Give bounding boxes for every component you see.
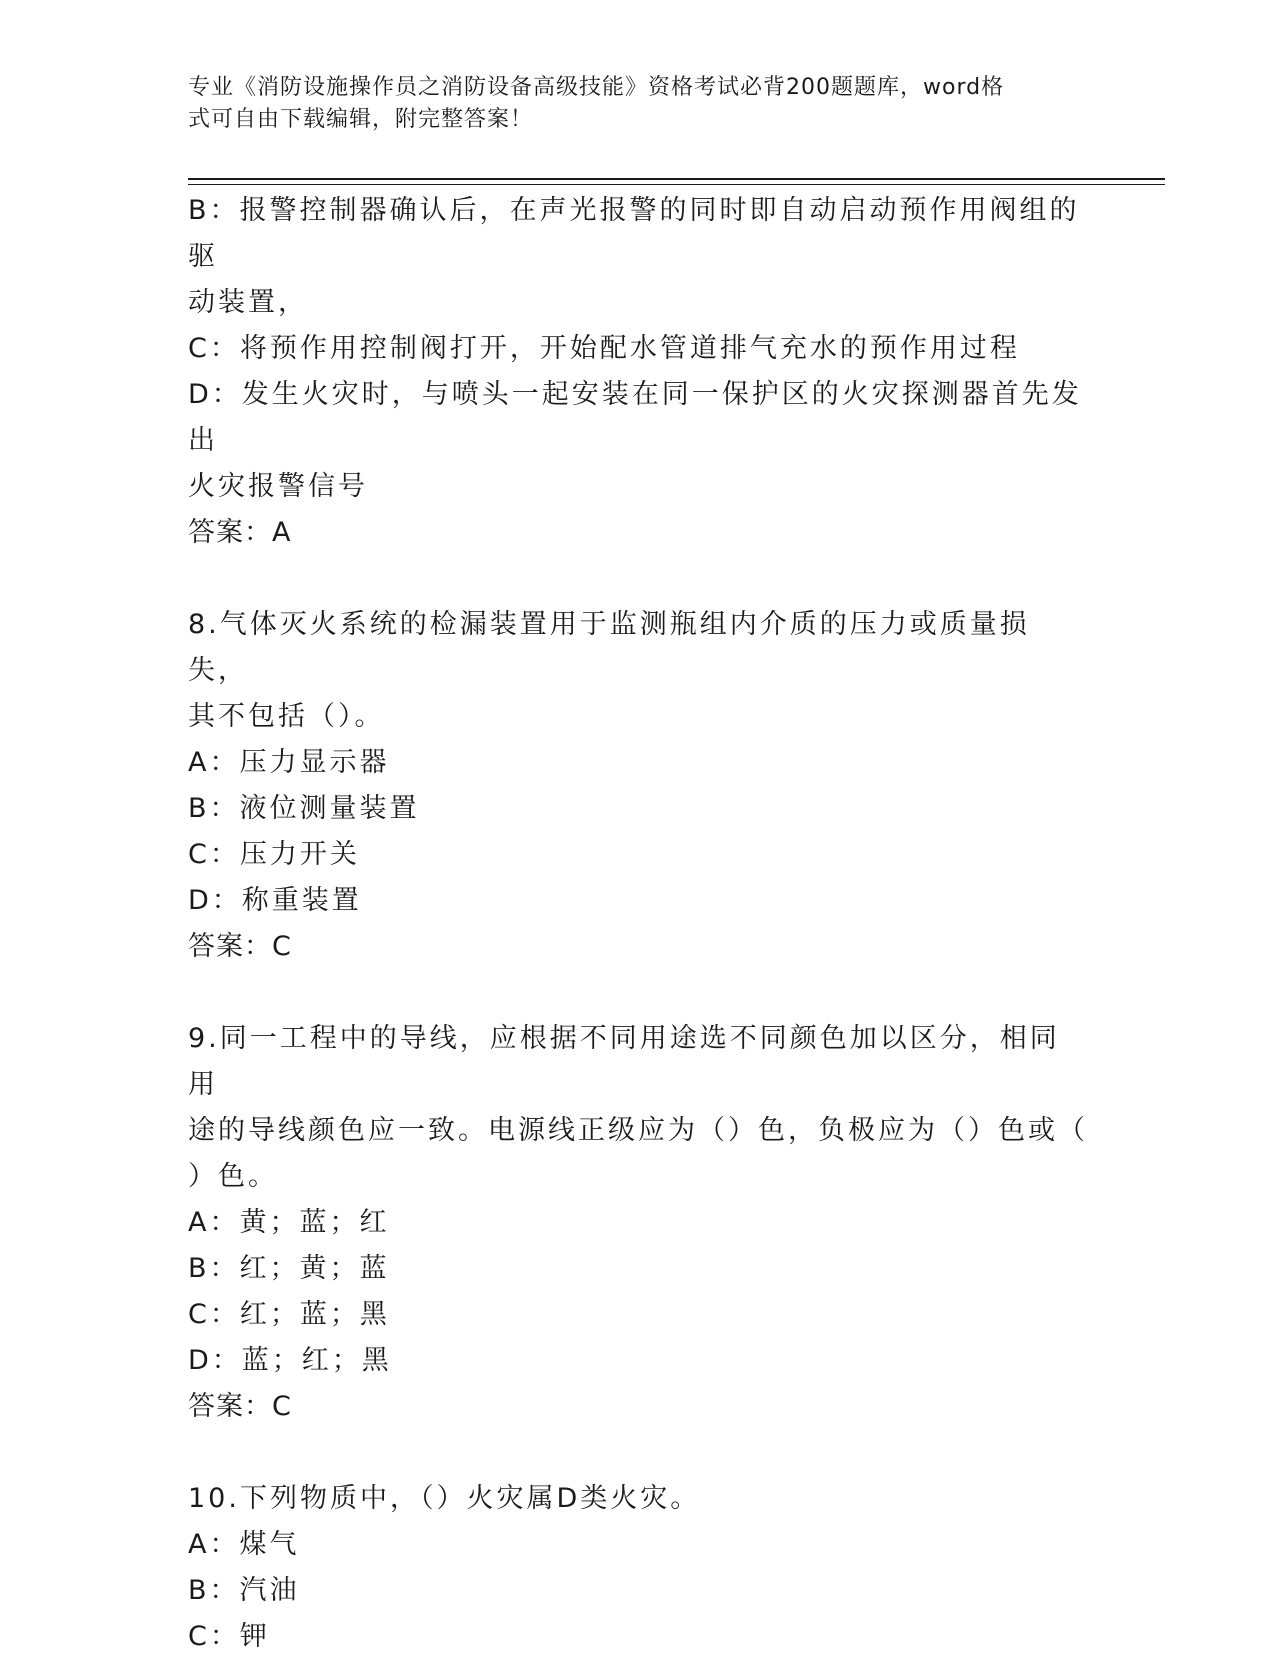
- answer: 答案：A: [188, 517, 292, 548]
- question-10: [188, 1476, 1088, 1660]
- header-line-2: 式可自由下载编辑，附完整答案！: [188, 107, 534, 132]
- question-stem-line-2: 途的导线颜色应一致。电源线正级应为（）色，负极应为（）色或（: [188, 1115, 1088, 1146]
- question-7-partial: [188, 188, 1088, 556]
- question-stem-line-3: ）色。: [188, 1161, 278, 1192]
- option-d-line-1: D：发生火灾时，与喷头一起安装在同一保护区的火灾探测器首先发出: [188, 379, 1082, 456]
- option-c: C：将预作用控制阀打开，开始配水管道排气充水的预作用过程: [188, 333, 1020, 364]
- document-header: [188, 72, 1068, 136]
- spacer: [188, 556, 1088, 602]
- question-stem-line-1: 9.同一工程中的导线，应根据不同用途选不同颜色加以区分，相同用: [188, 1023, 1060, 1100]
- question-8: [188, 602, 1088, 970]
- question-9: [188, 1016, 1088, 1430]
- option-c: C：红；蓝；黑: [188, 1299, 390, 1330]
- option-a: A：煤气: [188, 1529, 300, 1560]
- option-b-line-1: B：报警控制器确认后，在声光报警的同时即自动启动预作用阀组的驱: [188, 195, 1080, 272]
- question-stem-line-1: 8.气体灭火系统的检漏装置用于监测瓶组内介质的压力或质量损失，: [188, 609, 1030, 686]
- header-divider-thick: [188, 178, 1165, 180]
- question-stem-line-2: 其不包括（）。: [188, 701, 385, 732]
- spacer: [188, 970, 1088, 1016]
- answer: 答案：C: [188, 1391, 292, 1422]
- spacer: [188, 1430, 1088, 1476]
- option-d-line-2: 火灾报警信号: [188, 471, 368, 502]
- option-a: A：黄；蓝；红: [188, 1207, 390, 1238]
- option-d: D：蓝；红；黑: [188, 1345, 392, 1376]
- option-b: B：汽油: [188, 1575, 300, 1606]
- header-line-1: 专业《消防设施操作员之消防设备高级技能》资格考试必背200题题库，word格: [188, 75, 1005, 100]
- option-c: C：钾: [188, 1621, 270, 1652]
- option-c: C：压力开关: [188, 839, 360, 870]
- answer: 答案：C: [188, 931, 292, 962]
- question-stem-line-1: 10.下列物质中，（）火灾属D类火灾。: [188, 1483, 701, 1514]
- option-b: B：液位测量装置: [188, 793, 420, 824]
- option-b-line-2: 动装置，: [188, 287, 308, 318]
- option-d: D：称重装置: [188, 885, 362, 916]
- header-divider-thin: [188, 184, 1165, 185]
- option-b: B：红；黄；蓝: [188, 1253, 390, 1284]
- option-a: A：压力显示器: [188, 747, 390, 778]
- question-list: [188, 188, 1088, 1660]
